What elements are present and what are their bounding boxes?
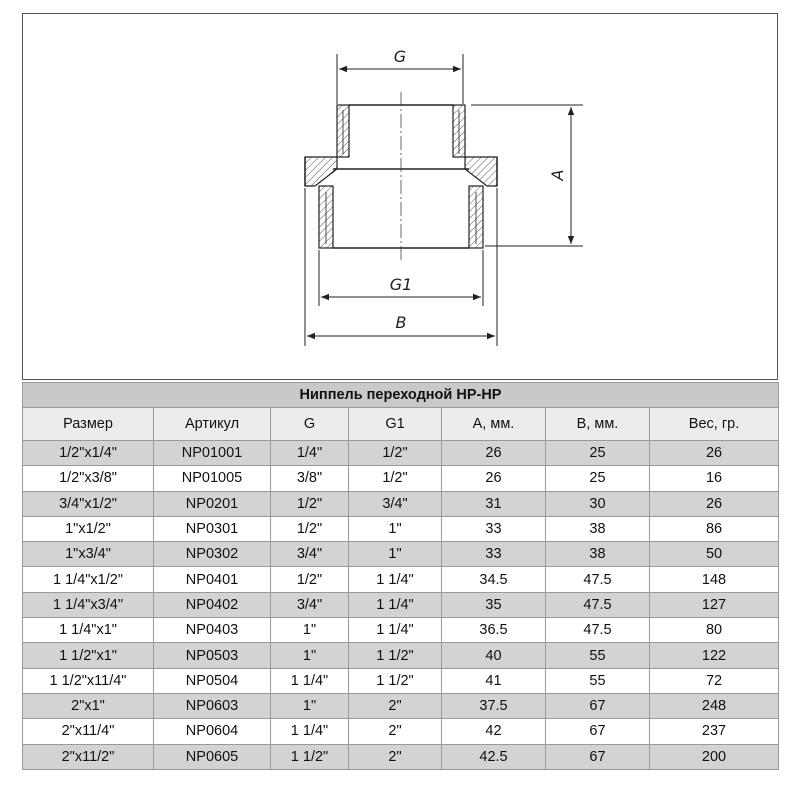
size-cell: 3/4"x1/2" <box>23 491 154 516</box>
g1-cell: 1 1/4" <box>349 567 442 592</box>
b-cell: 55 <box>546 643 650 668</box>
table-row <box>23 516 779 541</box>
article-cell: NP0201 <box>154 491 271 516</box>
weight-cell: 200 <box>650 744 779 769</box>
article-cell: NP0302 <box>154 542 271 567</box>
dimension-b-label: B <box>395 313 407 332</box>
g1-cell: 2" <box>349 719 442 744</box>
g1-cell: 1 1/2" <box>349 643 442 668</box>
g-cell: 1/4" <box>271 441 349 466</box>
size-cell: 2"x11/2" <box>23 744 154 769</box>
b-cell: 25 <box>546 441 650 466</box>
b-cell: 38 <box>546 542 650 567</box>
table-row <box>23 567 779 592</box>
g-cell: 1/2" <box>271 491 349 516</box>
b-cell: 55 <box>546 668 650 693</box>
a-cell: 33 <box>442 516 546 541</box>
g1-cell: 1 1/4" <box>349 618 442 643</box>
g-cell: 1 1/4" <box>271 668 349 693</box>
b-cell: 47.5 <box>546 592 650 617</box>
table-row <box>23 618 779 643</box>
g-cell: 1 1/4" <box>271 719 349 744</box>
dimension-g-label: G <box>393 47 407 66</box>
weight-cell: 50 <box>650 542 779 567</box>
g-cell: 1" <box>271 618 349 643</box>
size-cell: 1"x3/4" <box>23 542 154 567</box>
g1-cell: 1/2" <box>349 466 442 491</box>
g-cell: 1" <box>271 643 349 668</box>
g1-cell: 2" <box>349 693 442 718</box>
table-row <box>23 693 779 718</box>
weight-cell: 26 <box>650 441 779 466</box>
g-cell: 1/2" <box>271 567 349 592</box>
weight-cell: 127 <box>650 592 779 617</box>
article-cell: NP0603 <box>154 693 271 718</box>
article-cell: NP0604 <box>154 719 271 744</box>
g1-cell: 1/2" <box>349 441 442 466</box>
size-cell: 1 1/2"x1" <box>23 643 154 668</box>
article-cell: NP0301 <box>154 516 271 541</box>
g-cell: 1 1/2" <box>271 744 349 769</box>
g1-cell: 1" <box>349 516 442 541</box>
g-cell: 1/2" <box>271 516 349 541</box>
weight-cell: 16 <box>650 466 779 491</box>
weight-cell: 248 <box>650 693 779 718</box>
a-cell: 33 <box>442 542 546 567</box>
article-cell: NP0402 <box>154 592 271 617</box>
a-cell: 42 <box>442 719 546 744</box>
table-row <box>23 744 779 769</box>
a-cell: 26 <box>442 441 546 466</box>
b-cell: 67 <box>546 693 650 718</box>
a-cell: 26 <box>442 466 546 491</box>
a-cell: 37.5 <box>442 693 546 718</box>
article-cell: NP0503 <box>154 643 271 668</box>
b-cell: 30 <box>546 491 650 516</box>
g-cell: 3/4" <box>271 542 349 567</box>
g1-cell: 1 1/4" <box>349 592 442 617</box>
table-body <box>23 441 779 770</box>
table-row <box>23 542 779 567</box>
g-cell: 1" <box>271 693 349 718</box>
table-row <box>23 719 779 744</box>
nipple-drawing-svg <box>23 14 779 381</box>
a-cell: 31 <box>442 491 546 516</box>
weight-cell: 72 <box>650 668 779 693</box>
article-cell: NP01005 <box>154 466 271 491</box>
column-header-weight: Вес, гр. <box>650 408 779 441</box>
table-row <box>23 491 779 516</box>
size-cell: 1/2"x1/4" <box>23 441 154 466</box>
dimension-a-label: A <box>548 169 567 181</box>
article-cell: NP0504 <box>154 668 271 693</box>
size-cell: 1 1/4"x1/2" <box>23 567 154 592</box>
b-cell: 38 <box>546 516 650 541</box>
article-cell: NP0605 <box>154 744 271 769</box>
g1-cell: 3/4" <box>349 491 442 516</box>
size-cell: 2"x1" <box>23 693 154 718</box>
nipple-part <box>305 92 497 260</box>
column-header-b: B, мм. <box>546 408 650 441</box>
size-cell: 1 1/4"x1" <box>23 618 154 643</box>
b-cell: 25 <box>546 466 650 491</box>
g-cell: 3/8" <box>271 466 349 491</box>
weight-cell: 86 <box>650 516 779 541</box>
table-row <box>23 643 779 668</box>
table-title: Ниппель переходной НР-НР <box>23 383 779 408</box>
a-cell: 40 <box>442 643 546 668</box>
table-row <box>23 441 779 466</box>
a-cell: 35 <box>442 592 546 617</box>
column-header-g1: G1 <box>349 408 442 441</box>
table-header-row <box>23 408 779 441</box>
a-cell: 34.5 <box>442 567 546 592</box>
column-header-a: A, мм. <box>442 408 546 441</box>
weight-cell: 122 <box>650 643 779 668</box>
dimension-g1-label: G1 <box>389 275 413 294</box>
technical-drawing <box>22 13 778 380</box>
table-row <box>23 466 779 491</box>
table-row <box>23 668 779 693</box>
weight-cell: 148 <box>650 567 779 592</box>
size-cell: 1 1/4"x3/4" <box>23 592 154 617</box>
column-header-size: Размер <box>23 408 154 441</box>
column-header-article: Артикул <box>154 408 271 441</box>
g1-cell: 1" <box>349 542 442 567</box>
weight-cell: 26 <box>650 491 779 516</box>
g-cell: 3/4" <box>271 592 349 617</box>
table-title-row <box>23 383 779 408</box>
g1-cell: 1 1/2" <box>349 668 442 693</box>
article-cell: NP01001 <box>154 441 271 466</box>
weight-cell: 80 <box>650 618 779 643</box>
size-cell: 2"x11/4" <box>23 719 154 744</box>
a-cell: 42.5 <box>442 744 546 769</box>
b-cell: 47.5 <box>546 618 650 643</box>
size-cell: 1"x1/2" <box>23 516 154 541</box>
table-row <box>23 592 779 617</box>
b-cell: 67 <box>546 744 650 769</box>
g1-cell: 2" <box>349 744 442 769</box>
article-cell: NP0401 <box>154 567 271 592</box>
b-cell: 67 <box>546 719 650 744</box>
column-header-g: G <box>271 408 349 441</box>
b-cell: 47.5 <box>546 567 650 592</box>
a-cell: 36.5 <box>442 618 546 643</box>
size-cell: 1/2"x3/8" <box>23 466 154 491</box>
a-cell: 41 <box>442 668 546 693</box>
article-cell: NP0403 <box>154 618 271 643</box>
weight-cell: 237 <box>650 719 779 744</box>
spec-table <box>22 382 779 770</box>
size-cell: 1 1/2"x11/4" <box>23 668 154 693</box>
